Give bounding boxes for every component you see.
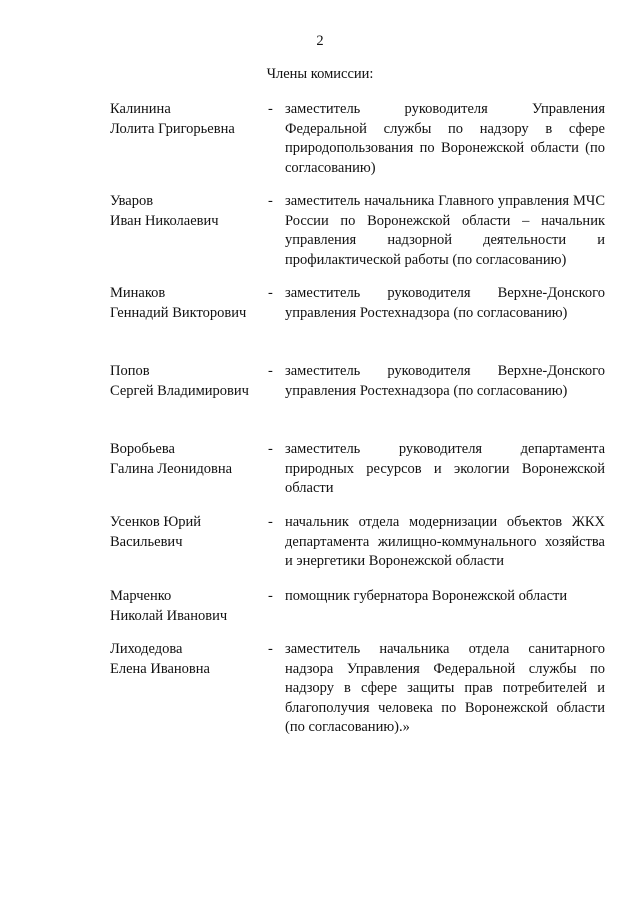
member-position: заместитель руководителя Управления Федеральной службы по надзору в сфере природопользования по Воронежской области (по согласованию)	[285, 101, 605, 176]
member-surname: Марченко	[110, 588, 172, 604]
member-surname: Калинина	[110, 101, 171, 117]
member-surname: Воробьева	[110, 441, 175, 457]
member-given-names: Иван Николаевич	[110, 212, 219, 229]
section-heading: Члены комиссии:	[266, 66, 374, 82]
member-dash: -	[268, 514, 273, 530]
member-given-names: Васильевич	[110, 533, 183, 550]
page-number: 2	[316, 33, 324, 49]
member-name	[110, 284, 270, 323]
member-surname: Попов	[110, 363, 150, 379]
member-given-names: Галина Леонидовна	[110, 460, 233, 477]
member-given-names: Геннадий Викторович	[110, 304, 247, 321]
member-name	[110, 362, 270, 401]
member-dash: -	[268, 193, 273, 209]
member-surname: Лиходедова	[110, 641, 183, 657]
member-dash: -	[268, 588, 273, 604]
member-name	[110, 587, 270, 626]
member-name	[110, 100, 270, 139]
member-dash: -	[268, 285, 273, 301]
member-position: заместитель начальника отдела санитарного надзора Управления Федеральной службы по надзору в сфере защиты прав потребителей и благополучия человека по Воронежской области (по согласованию).»	[285, 641, 605, 735]
member-position: помощник губернатора Воронежской области	[285, 588, 568, 604]
member-position: заместитель руководителя Верхне-Донского управления Ростехнадзора (по согласованию)	[285, 363, 605, 399]
member-position: заместитель руководителя департамента природных ресурсов и экологии Воронежской области	[285, 441, 605, 496]
member-dash: -	[268, 441, 273, 457]
member-position: заместитель начальника Главного управления МЧС России по Воронежской области – начальник управления надзорной деятельности и профилактической работы (по согласованию)	[285, 193, 605, 268]
member-dash: -	[268, 101, 273, 117]
member-given-names: Сергей Владимирович	[110, 382, 249, 399]
member-given-names: Николай Иванович	[110, 607, 228, 624]
member-surname: Усенков Юрий	[110, 514, 202, 530]
member-position: заместитель руководителя Верхне-Донского управления Ростехнадзора (по согласованию)	[285, 285, 605, 321]
member-surname: Уваров	[110, 193, 154, 209]
member-dash: -	[268, 363, 273, 379]
member-name	[110, 440, 270, 479]
member-name	[110, 640, 270, 679]
member-given-names: Лолита Григорьевна	[110, 120, 235, 137]
member-name	[110, 192, 270, 231]
member-name	[110, 513, 270, 552]
member-surname: Минаков	[110, 285, 166, 301]
member-position: начальник отдела модернизации объектов ЖКХ департамента жилищно-коммунального хозяйства и энергетики Воронежской области	[285, 514, 605, 569]
member-given-names: Елена Ивановна	[110, 660, 210, 677]
member-dash: -	[268, 641, 273, 657]
